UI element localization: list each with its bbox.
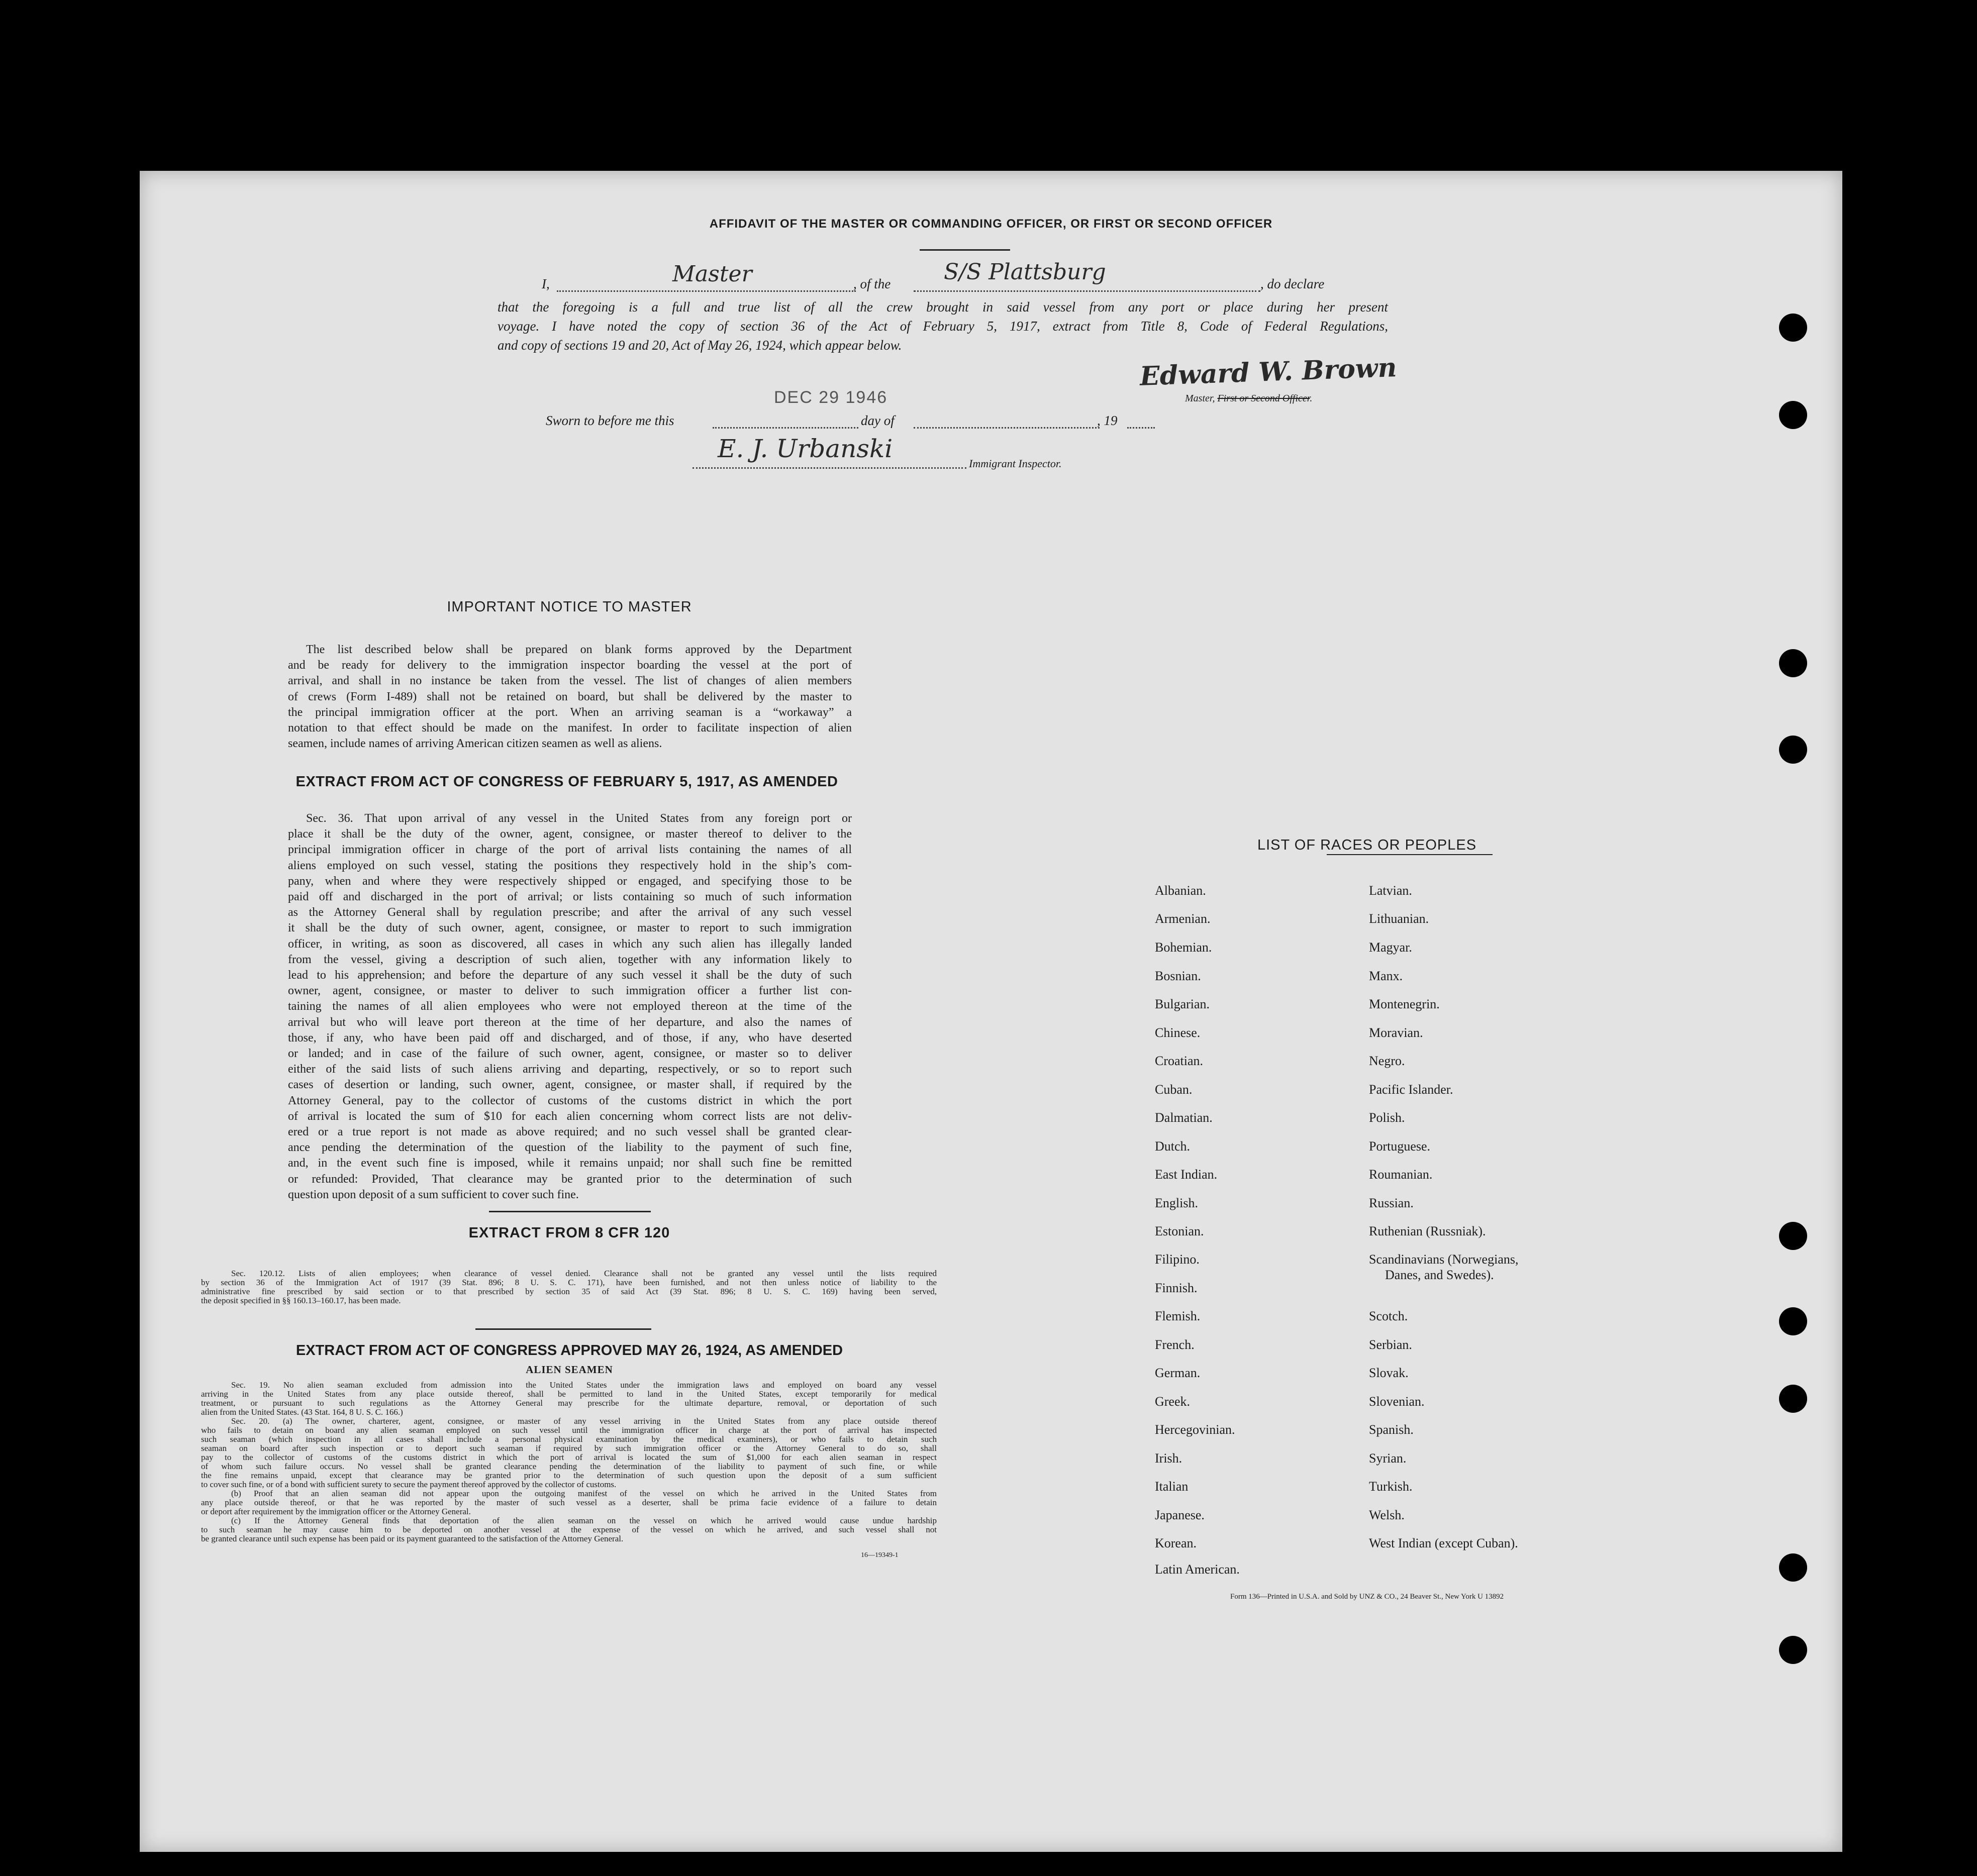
notice-line: and be ready for delivery to the immigration inspector boarding the vessel at the port of [288, 659, 852, 672]
extract-1924-text [201, 1381, 937, 1543]
race-item: Ruthenian (Russniak). [1369, 1224, 1486, 1238]
race-item: Turkish. [1369, 1479, 1413, 1494]
race-item: Cuban. [1155, 1082, 1193, 1097]
race-item: Hercegovinian. [1155, 1422, 1235, 1437]
statement-line: voyage. I have noted the copy of section 36 of the Act of February 5, 1917, extract from Title 8, Code of Federal Regulations, [498, 319, 1388, 334]
extract-line: cases of desertion or landing, such owner, agent, consignee, or master shall, if required by the [288, 1078, 852, 1092]
race-item: Latvian. [1369, 883, 1412, 898]
race-item: Syrian. [1369, 1451, 1407, 1466]
i-label: I, [542, 276, 550, 291]
race-item: West Indian (except Cuban). [1369, 1536, 1518, 1550]
extract-line: it shall be the duty of such owner, agent, consignee, or master to report to such immigration [288, 921, 852, 935]
signature-caption [1185, 393, 1312, 404]
extract-1924-title: EXTRACT FROM ACT OF CONGRESS APPROVED MAY 26, 1924, AS AMENDED [295, 1342, 843, 1359]
extract-line: or refunded: Provided, That clearance may be granted prior to the determination of such [288, 1172, 852, 1186]
1924-line: who fails to detain on board any alien seaman employed on such vessel until the immigration officer in charge at the port of arrival has inspected [201, 1425, 937, 1435]
1924-line: treatment, or pursuant to such regulations as the Attorney General may prescribe for the ultimate departure, removal, or deportation of such [201, 1398, 937, 1408]
race-item: Bohemian. [1155, 940, 1212, 955]
extract-line: either of the said lists of such aliens arriving and departing, respectively, or so to report such [288, 1063, 852, 1076]
race-item: Chinese. [1155, 1025, 1201, 1040]
extract-line: and, in the event such fine is imposed, while it remains unpaid; nor shall such fine be remitted [288, 1157, 852, 1170]
race-item: Dalmatian. [1155, 1110, 1213, 1125]
race-item: Magyar. [1369, 940, 1412, 955]
form-page [140, 171, 1842, 1852]
extract-line: from the vessel, giving a description of such alien, together with any information likely to [288, 953, 852, 966]
1924-line: (b) Proof that an alien seaman did not appear upon the outgoing manifest of the vessel on which he arrived in the United States from [231, 1489, 937, 1498]
race-item: Moravian. [1369, 1025, 1423, 1040]
race-item: Roumanian. [1369, 1167, 1433, 1182]
extract-line: question upon deposit of a sum sufficient to cover such fine. [288, 1188, 579, 1201]
extract-line: taining the names of all alien employees who were not employed thereon at the time of the [288, 1000, 852, 1013]
cfr-divider [489, 1211, 651, 1212]
extract-line: those, if any, who have been paid off and discharged, and of those, if any, who have deserted [288, 1031, 852, 1045]
1924-line: seaman on board after such inspection or to deport such seaman if required by such immigration officer or the Attorney General to do so, shall [201, 1443, 937, 1453]
caption-struck: First or Second Officer [1217, 393, 1310, 404]
punch-hole [1779, 1307, 1807, 1335]
race-item: Slovenian. [1369, 1394, 1425, 1409]
extract-cfr-text [201, 1269, 937, 1305]
extract-line: owner, agent, consignee, or master to deliver to such immigration officer a further list con- [288, 984, 852, 998]
name-line [557, 290, 856, 292]
race-item: Lithuanian. [1369, 911, 1429, 926]
race-item: German. [1155, 1366, 1201, 1380]
extract-line: officer, in writing, as soon as discovered, all cases in which any such alien has illegally landed [288, 937, 852, 951]
extract-line: Attorney General, pay to the collector of customs of the customs district in which the port [288, 1094, 852, 1107]
notice-line: notation to that effect should be made on the manifest. In order to facilitate inspection of alien [288, 721, 852, 735]
statement-line: that the foregoing is a full and true list of all the crew brought in said vessel from any port or place during her present [498, 299, 1388, 315]
printer-line: Form 136—Printed in U.S.A. and Sold by UNZ & CO., 24 Beaver St., New York U 13892 [1230, 1593, 1504, 1601]
race-item: Bulgarian. [1155, 997, 1210, 1011]
1924-line: to cover such fine, or of a bond with sufficient surety to secure the payment thereof approved by the collector of customs. [201, 1480, 617, 1489]
1924-line: Sec. 20. (a) The owner, charterer, agent, consignee, or master of any vessel arriving in the United States from any place outside thereof [231, 1416, 937, 1426]
race-item: French. [1155, 1337, 1195, 1352]
race-item: Montenegrin. [1369, 997, 1440, 1011]
inspector-caption: Immigrant Inspector. [969, 457, 1062, 470]
caption-period: . [1310, 393, 1313, 404]
race-item: Portuguese. [1369, 1139, 1431, 1154]
extract-line: arrival but who will leave port thereon at the time of her departure, and also the names of [288, 1015, 852, 1029]
1924-line: of whom such failure occurs. No vessel shall be granted clearance pending the determination of the liability to payment of such fine, or while [201, 1462, 937, 1471]
extract-1917-text [288, 811, 852, 1203]
notice-line: arrival, and shall in no instance be taken from the vessel. The list of changes of alien members [288, 674, 852, 688]
extract-line: aliens employed on such vessel, stating the positions they respectively hold in the ship’s com- [288, 859, 852, 872]
punch-hole [1779, 1636, 1807, 1664]
extract-line: of arrival is located the sum of $10 for each alien concerning whom correct lists are not deliv- [288, 1109, 852, 1123]
extract-line: lead to his apprehension; and before the departure of any such vessel it shall be the duty of such [288, 969, 852, 982]
1924-line: the fine remains unpaid, except that clearance may be granted prior to the determination of such question upon the deposit of a sum sufficient [201, 1471, 937, 1480]
race-item: Russian. [1369, 1196, 1414, 1210]
1924-line: (c) If the Attorney General finds that deportation of the alien seaman on the vessel on which he arrived would cause undue hardship [231, 1516, 937, 1525]
race-item: Danes, and Swedes). [1385, 1268, 1494, 1282]
race-item: Albanian. [1155, 883, 1206, 898]
1924-line: be granted clearance until such expense has been paid or its payment guaranteed to the satisfaction of the Attorney General. [201, 1534, 624, 1543]
races-title: LIST OF RACES OR PEOPLES [1257, 837, 1477, 853]
punch-hole [1779, 401, 1807, 429]
race-item: Croatian. [1155, 1054, 1204, 1068]
sworn-label: Sworn to before me this [546, 413, 674, 428]
notice-line: The list described below shall be prepared on blank forms approved by the Department [306, 643, 852, 656]
notice-line: of crews (Form I-489) shall not be retained on board, but shall be delivered by the master to [288, 690, 852, 703]
date-stamp: DEC 29 1946 [774, 388, 888, 407]
race-item: Dutch. [1155, 1139, 1191, 1154]
statement-line: and copy of sections 19 and 20, Act of May 26, 1924, which appear below. [498, 338, 902, 353]
race-item: Polish. [1369, 1110, 1405, 1125]
of-the-label: , of the [853, 276, 891, 291]
notice-title: IMPORTANT NOTICE TO MASTER [447, 599, 692, 615]
cfr-line: administrative fine prescribed by said section or to that prescribed by section 35 of said Act (39 Stat. 896; 8 U. S. C. 169) having been served, [201, 1287, 937, 1296]
races-title-underline [1327, 854, 1493, 855]
punch-hole [1779, 649, 1807, 677]
extract-1924-subtitle: ALIEN SEAMEN [526, 1364, 613, 1376]
race-item: Armenian. [1155, 911, 1211, 926]
race-item: Irish. [1155, 1451, 1182, 1466]
race-item: Serbian. [1369, 1337, 1412, 1352]
race-item: Welsh. [1369, 1508, 1405, 1522]
vessel-handwritten: S/S Plattsburg [944, 259, 1106, 285]
sworn-day-line [713, 427, 858, 429]
1924-line: pay to the collector of customs of the customs district in which the port of arrival is located the sum of $1,000 for each alien seaman in respect [201, 1452, 937, 1462]
1924-line: or deport after requirement by the immigration officer or the Attorney General. [201, 1507, 471, 1516]
race-item: Italian [1155, 1479, 1189, 1494]
month-line [914, 427, 1100, 429]
1924-line: Sec. 19. No alien seaman excluded from admission into the United States under the immigration laws and employed on board any vessel [231, 1380, 937, 1390]
extract-line: pany, when and where they were respectively shipped or engaged, and specifying those to be [288, 874, 852, 888]
punch-hole [1779, 314, 1807, 342]
race-item: Negro. [1369, 1054, 1405, 1068]
race-item: Estonian. [1155, 1224, 1204, 1238]
race-item: Slovak. [1369, 1366, 1409, 1380]
form-code: 16—19349-1 [861, 1551, 899, 1559]
caption-master: Master, [1185, 393, 1218, 404]
cfr-line: Sec. 120.12. Lists of alien employees; when clearance of vessel denied. Clearance shall not be granted any vessel until the lists required [231, 1269, 937, 1278]
1924-line: to such seaman he may cause him to be deported on another vessel at the expense of the vessel on which he arrived, and such vessel shall not [201, 1525, 937, 1534]
year-label: , 19 [1097, 413, 1118, 428]
title-divider [920, 249, 1010, 251]
inspector-signature: E. J. Urbanski [718, 434, 893, 463]
extract-line: ered or a true report is not made as above required; and no such vessel shall be granted clear- [288, 1125, 852, 1139]
punch-hole [1779, 1385, 1807, 1413]
race-item: Korean. [1155, 1536, 1197, 1550]
cfr-line: by section 36 of the Immigration Act of 1917 (39 Stat. 896; 8 U. S. C. 171), have been furnished, and not then unless notice of liability to the [201, 1278, 937, 1287]
race-item: Finnish. [1155, 1281, 1198, 1295]
race-item: Greek. [1155, 1394, 1191, 1409]
race-item: Scotch. [1369, 1309, 1408, 1323]
race-item: Filipino. [1155, 1252, 1200, 1267]
race-item: East Indian. [1155, 1167, 1218, 1182]
extract-line: paid off and discharged in the port of arrival; or lists containing so much of such information [288, 890, 852, 904]
punch-hole [1779, 1222, 1807, 1250]
race-item: Japanese. [1155, 1508, 1205, 1522]
extract-line: Sec. 36. That upon arrival of any vessel in the United States from any foreign port or [306, 812, 852, 825]
race-item: Pacific Islander. [1369, 1082, 1453, 1097]
cfr-line: the deposit specified in §§ 160.13–160.17, has been made. [201, 1296, 401, 1305]
race-item: English. [1155, 1196, 1198, 1210]
do-declare-label: , do declare [1260, 276, 1325, 291]
1924-line: alien from the United States. (43 Stat. 164, 8 U. S. C. 166.) [201, 1407, 403, 1417]
extract-line: ance pending the determination of the question of the liability to the payment of such fine, [288, 1141, 852, 1155]
affidavit-statement [498, 297, 1388, 355]
extract-line: principal immigration officer in charge of the port of arrival lists containing the names of all [288, 843, 852, 857]
punch-hole [1779, 1553, 1807, 1582]
inspector-line [693, 467, 966, 469]
notice-line: the principal immigration officer at the port. When an arriving seaman is a “workaway” a [288, 705, 852, 719]
race-item: Manx. [1369, 969, 1403, 983]
race-item: Scandinavians (Norwegians, [1369, 1252, 1519, 1267]
extract-1924-divider [475, 1328, 651, 1330]
extract-line: as the Attorney General shall by regulation prescribe; and after the arrival of any such vessel [288, 906, 852, 919]
day-of-label: day of [861, 413, 895, 428]
1924-line: any place outside thereof, or that he was reported by the master of such vessel as a deserter, shall be prima facie evidence of a failure to detain [201, 1498, 937, 1507]
extract-cfr-title: EXTRACT FROM 8 CFR 120 [468, 1225, 670, 1241]
extract-line: place it shall be the duty of the owner, agent, consignee, or master thereof to deliver to the [288, 827, 852, 841]
race-item: Flemish. [1155, 1309, 1201, 1323]
punch-hole [1779, 736, 1807, 764]
extract-line: or landed; and in case of the failure of such owner, agent, consignee, or master so to deliver [288, 1047, 852, 1061]
notice-text [288, 642, 852, 752]
race-item: Bosnian. [1155, 969, 1201, 983]
master-signature: Edward W. Brown [1139, 352, 1398, 392]
affidavit-title: AFFIDAVIT OF THE MASTER OR COMMANDING OFFICER, OR FIRST OR SECOND OFFICER [709, 217, 1273, 231]
notice-line: seamen, include names of arriving American citizen seamen as well as aliens. [288, 737, 662, 751]
vessel-line [914, 290, 1260, 292]
year-line [1127, 427, 1155, 429]
name-handwritten: Master [672, 261, 752, 287]
race-item: Spanish. [1369, 1422, 1414, 1437]
1924-line: arriving in the United States from any place outside thereof, shall be permitted to land in the United States, except temporarily for medical [201, 1389, 937, 1399]
1924-line: such seaman (which inspection in all cases shall include a personal physical examination by the medical examiners), or who fails to detain such [201, 1434, 937, 1444]
extract-1917-title: EXTRACT FROM ACT OF CONGRESS OF FEBRUARY 5, 1917, AS AMENDED [295, 774, 838, 790]
race-item: Latin American. [1155, 1562, 1240, 1577]
